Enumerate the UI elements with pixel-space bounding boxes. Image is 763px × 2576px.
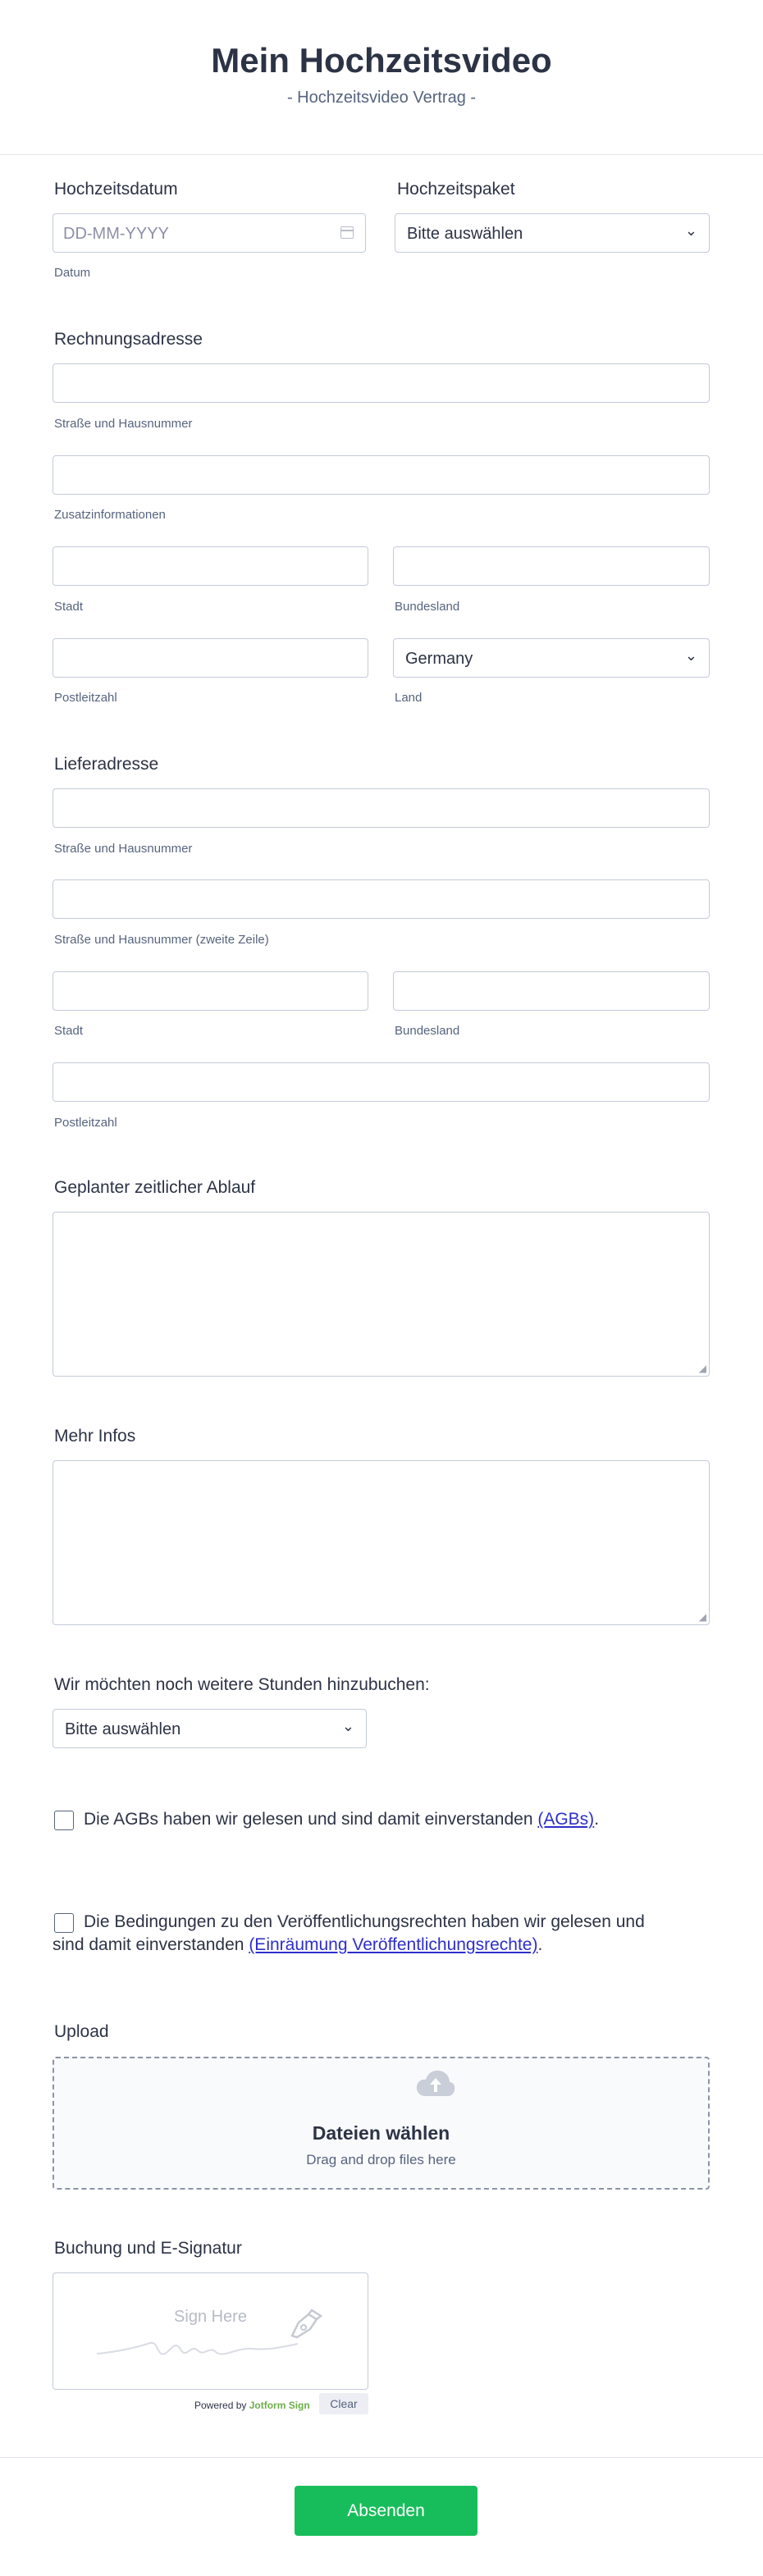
shipping-state-input[interactable] <box>393 971 710 1011</box>
publication-text-end: . <box>537 1935 543 1954</box>
billing-country-sublabel: Land <box>395 691 423 705</box>
terms-link[interactable]: (AGBs) <box>537 1810 595 1829</box>
chevron-down-icon: ⌄ <box>684 222 697 239</box>
hours-value: Bitte auswählen <box>65 1720 181 1738</box>
powered-by-prefix: Powered by <box>194 2400 249 2411</box>
billing-extra-sublabel: Zusatzinformationen <box>54 508 166 522</box>
billing-street-sublabel: Straße und Hausnummer <box>54 417 193 431</box>
wedding-date-sublabel: Datum <box>54 266 91 280</box>
chevron-down-icon: ⌄ <box>341 1718 354 1734</box>
jotform-sign-brand[interactable]: Jotform Sign <box>249 2400 310 2411</box>
wedding-date-input[interactable] <box>53 213 366 253</box>
billing-address-label: Rechnungsadresse <box>54 330 203 349</box>
wedding-date-label: Hochzeitsdatum <box>54 180 178 199</box>
upload-dropzone[interactable] <box>53 2057 710 2190</box>
terms-checkbox[interactable] <box>54 1811 74 1830</box>
upload-title: Dateien wählen <box>312 2122 450 2144</box>
wedding-package-select[interactable] <box>395 213 710 253</box>
billing-city-input[interactable] <box>53 546 368 586</box>
terms-text <box>84 1808 707 1831</box>
submit-button[interactable]: Absenden <box>295 2486 477 2536</box>
schedule-label: Geplanter zeitlicher Ablauf <box>54 1178 256 1197</box>
shipping-street2-input[interactable] <box>53 879 710 919</box>
powered-by <box>194 2400 310 2411</box>
billing-extra-input[interactable] <box>53 455 710 495</box>
info-label: Mehr Infos <box>54 1427 136 1446</box>
resize-handle-icon[interactable]: ◢ <box>698 1611 706 1623</box>
shipping-address-label: Lieferadresse <box>54 755 159 774</box>
shipping-city-sublabel: Stadt <box>54 1024 84 1038</box>
cloud-upload-icon <box>415 2068 456 2098</box>
shipping-zip-input[interactable] <box>53 1062 710 1102</box>
footer-divider <box>0 2457 763 2458</box>
signature-label: Buchung und E-Signatur <box>54 2239 242 2258</box>
billing-state-input[interactable] <box>393 546 710 586</box>
shipping-street2-sublabel: Straße und Hausnummer (zweite Zeile) <box>54 933 269 947</box>
wedding-date-placeholder: DD-MM-YYYY <box>63 225 169 243</box>
wedding-package-value: Bitte auswählen <box>407 225 523 243</box>
upload-label: Upload <box>54 2022 109 2041</box>
billing-zip-input[interactable] <box>53 638 368 678</box>
chevron-down-icon: ⌄ <box>684 647 697 664</box>
billing-country-select[interactable] <box>393 638 710 678</box>
form-title: Mein Hochzeitsvideo <box>211 41 552 80</box>
hours-select[interactable] <box>53 1709 367 1748</box>
billing-street-input[interactable] <box>53 363 710 403</box>
shipping-zip-sublabel: Postleitzahl <box>54 1116 117 1130</box>
schedule-textarea[interactable] <box>53 1212 710 1377</box>
signature-pad[interactable] <box>53 2272 368 2390</box>
form-subtitle: - Hochzeitsvideo Vertrag - <box>286 89 477 107</box>
billing-city-sublabel: Stadt <box>54 600 84 614</box>
publication-text-body: Die Bedingungen zu den Veröffentlichungsrechten haben wir gelesen und sind damit einverstanden <box>53 1912 645 1954</box>
shipping-street-input[interactable] <box>53 788 710 828</box>
billing-country-value: Germany <box>405 650 473 668</box>
form-header <box>0 0 763 155</box>
resize-handle-icon[interactable]: ◢ <box>698 1363 706 1374</box>
publication-link[interactable]: (Einräumung Veröffentlichungsrechte) <box>249 1935 538 1954</box>
upload-subtitle: Drag and drop files here <box>306 2152 456 2167</box>
billing-state-sublabel: Bundesland <box>395 600 460 614</box>
calendar-icon[interactable] <box>340 226 354 239</box>
hours-label: Wir möchten noch weitere Stunden hinzubuchen: <box>54 1675 430 1694</box>
publication-text <box>53 1911 676 1957</box>
wedding-package-label: Hochzeitspaket <box>397 180 515 199</box>
shipping-city-input[interactable] <box>53 971 368 1011</box>
info-textarea[interactable] <box>53 1460 710 1625</box>
terms-text-body: Die AGBs haben wir gelesen und sind damit einverstanden <box>84 1810 538 1829</box>
shipping-state-sublabel: Bundesland <box>395 1024 460 1038</box>
shipping-street-sublabel: Straße und Hausnummer <box>54 842 193 856</box>
clear-signature-button[interactable]: Clear <box>319 2393 368 2414</box>
billing-zip-sublabel: Postleitzahl <box>54 691 117 705</box>
pen-icon <box>287 2308 323 2341</box>
signature-placeholder: Sign Here <box>174 2308 247 2326</box>
terms-text-end: . <box>594 1810 600 1829</box>
